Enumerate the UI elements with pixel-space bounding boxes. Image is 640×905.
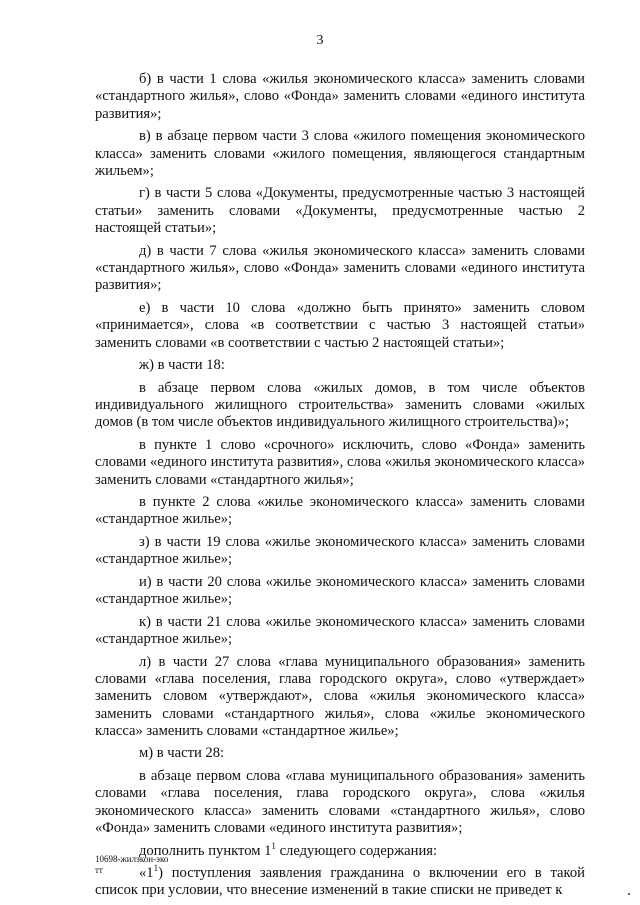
paragraph-g: г) в части 5 слова «Документы, предусмотренные частью 3 настоящей статьи» заменить словами «Документы, предусмотренные частью 2 настоящей статьи»;	[95, 185, 585, 237]
quoted-point-superscript: 1	[153, 863, 159, 874]
paragraph-insert-point	[95, 840, 585, 860]
paragraph-zh-abzac-1: в абзаце первом слова «жилых домов, в том числе объектов индивидуального жилищного строительства» заменить словами «жилых домов (в том числе объектов индивидуального жилищного строительства)»;	[95, 379, 585, 431]
paragraph-l: л) в части 27 слова «глава муниципального образования» заменить словами «глава поселения, глава городского округа», слово «утверждает» заменить словом «утверждают», слова «жилья экономического класса» заменить словами «стандартного жилья», слова «жилье экономического класса» заменить словами «стандартное жилье»;	[95, 653, 585, 739]
paragraph-i: и) в части 20 слова «жилье экономического класса» заменить словами «стандартное жилье»;	[95, 573, 585, 608]
quoted-point-open: «1	[139, 865, 154, 882]
paragraph-b: б) в части 1 слова «жилья экономического класса» заменить словами «стандартного жилья», слово «Фонда» заменить словами «единого института развития»;	[95, 71, 585, 122]
paragraph-m-abzac-1: в абзаце первом слова «глава муниципального образования» заменить словами «глава поселения, глава городского округа», слова «жилья экономического класса» заменить словами «стандартного жилья», слово «Фонда» заменить словами «единого института развития»;	[95, 768, 585, 837]
paragraph-v: в) в абзаце первом части 3 слова «жилого помещения экономического класса» заменить словами «жилого помещения, являющегося стандартным жильем»;	[95, 128, 585, 179]
insert-point-text: дополнить пунктом 1	[139, 842, 272, 859]
footer-initials: тт	[95, 865, 103, 875]
paragraph-zh-punkt-1: в пункте 1 слово «срочного» исключить, слово «Фонда» заменить словами «единого института развития», слова «жилья экономического класса» заменить словами «стандартного жилья»;	[95, 436, 585, 488]
paragraph-e: е) в части 10 слова «должно быть принято» заменить словом «принимается», слова «в соответствии с частью 3 настоящей статьи» заменить словами «в соответствии с частью 2 настоящей статьи»;	[95, 299, 585, 351]
paragraph-z: з) в части 19 слова «жилье экономического класса» заменить словами «стандартное жилье»;	[95, 533, 585, 568]
document-footer	[95, 854, 168, 876]
paragraph-zh: ж) в части 18:	[139, 357, 225, 374]
insert-point-tail: следующего содержания:	[275, 842, 438, 859]
quoted-point-text: ) поступления заявления гражданина о включении его в такой список при условии, что внесение изменений в такие списки не приведет к	[95, 865, 585, 899]
paragraph-k: к) в части 21 слова «жилье экономического класса» заменить словами «стандартное жилье»;	[95, 613, 585, 648]
paragraph-m: м) в части 28:	[139, 745, 225, 762]
scan-corner-mark	[628, 893, 630, 895]
paragraph-quoted-point	[95, 865, 585, 900]
footer-code: 10698-жилэкон-эко	[95, 854, 169, 864]
page-number: 3	[316, 33, 324, 48]
document-body	[95, 71, 585, 900]
paragraph-zh-punkt-2: в пункте 2 слова «жилье экономического класса» заменить словами «стандартное жилье»;	[95, 494, 585, 528]
paragraph-d: д) в части 7 слова «жилья экономического класса» заменить словами «стандартного жилья», слово «Фонда» заменить словами «единого института развития»;	[95, 242, 585, 294]
insert-point-superscript: 1	[271, 840, 276, 851]
